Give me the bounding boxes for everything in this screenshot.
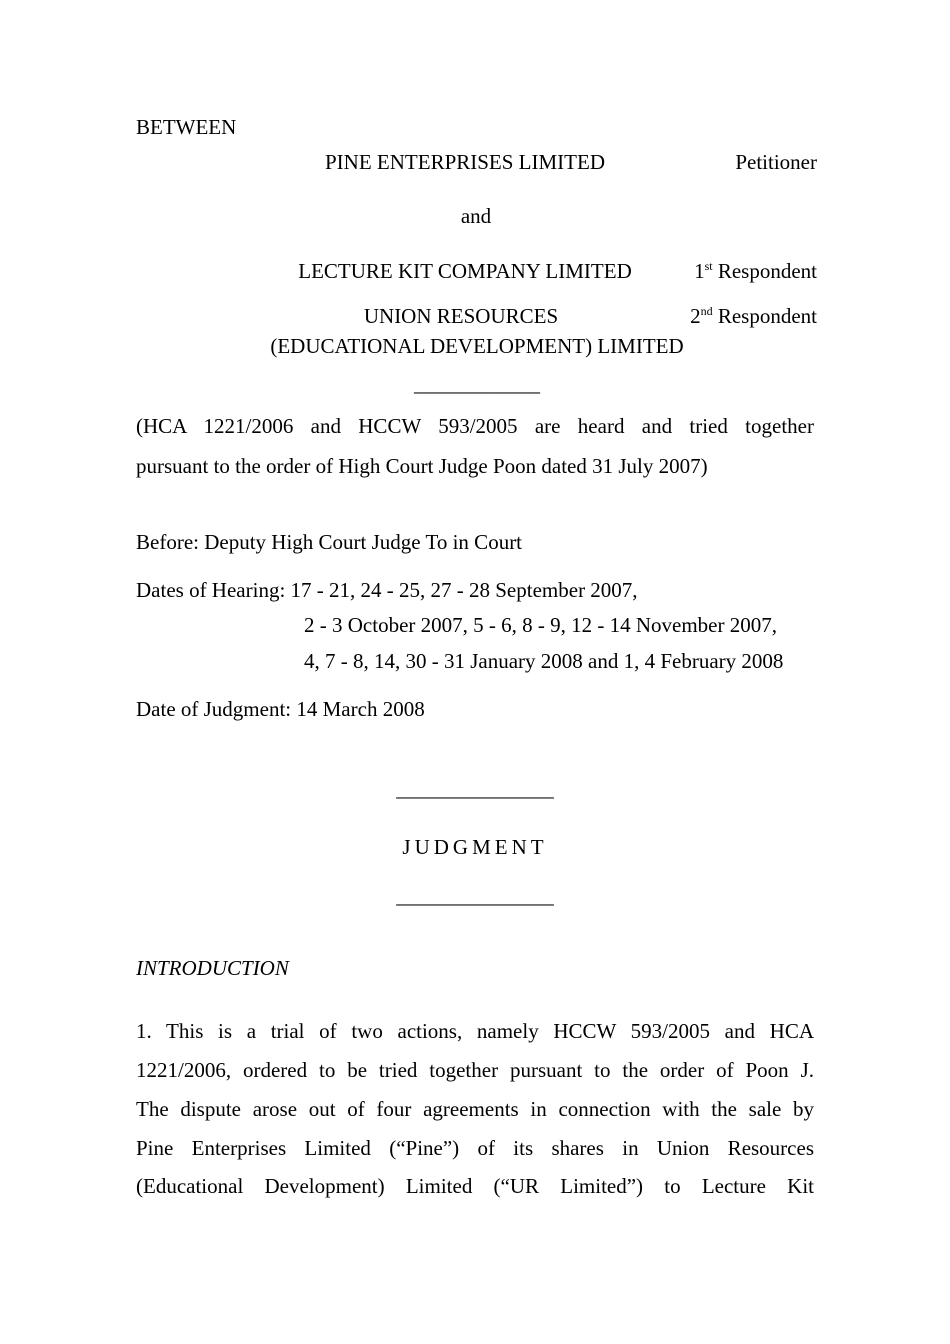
between-label: BETWEEN [136, 115, 237, 139]
respondent1-ordinal-number: 1 [694, 259, 705, 283]
hearing-dates-line-1: Dates of Hearing: 17 - 21, 24 - 25, 27 - 28 September 2007, [136, 578, 638, 602]
paragraph-1-line-4: Pine Enterprises Limited (“Pine”) of its shares in Union Resources [136, 1136, 814, 1160]
and-label: and [460, 204, 492, 228]
paragraph-1-line-5: (Educational Development) Limited (“UR Limited”) to Lecture Kit [136, 1174, 814, 1198]
respondent2-role [650, 306, 817, 327]
header-divider: ____________ [414, 372, 540, 396]
hearing-dates-line-2: 2 - 3 October 2007, 5 - 6, 8 - 9, 12 - 14 November 2007, [304, 613, 777, 637]
respondent2-name-line1: UNION RESOURCES [363, 304, 559, 328]
paragraph-1-line-1: 1. This is a trial of two actions, namely HCCW 593/2005 and HCA [136, 1019, 814, 1043]
judgment-rule-bottom: _______________ [396, 884, 554, 908]
hearing-dates-line-3: 4, 7 - 8, 14, 30 - 31 January 2008 and 1, 4 February 2008 [304, 649, 784, 673]
paragraph-1-line-3: The dispute arose out of four agreements in connection with the sale by [136, 1097, 814, 1121]
respondent2-ordinal-suffix: nd [700, 304, 713, 318]
respondent1-role-label: Respondent [717, 259, 817, 283]
note-line-2: pursuant to the order of High Court Judge Poon dated 31 July 2007) [136, 454, 708, 478]
judgment-rule-top: _______________ [396, 777, 554, 801]
respondent2-role-label: Respondent [717, 304, 817, 328]
paragraph-1-line-2: 1221/2006, ordered to be tried together pursuant to the order of Poon J. [136, 1058, 814, 1082]
judgment-title: JUDGMENT [402, 835, 548, 859]
respondent1-role [650, 261, 817, 282]
respondent2-ordinal-number: 2 [690, 304, 701, 328]
respondent1-name: LECTURE KIT COMPANY LIMITED [298, 259, 632, 283]
respondent1-ordinal-suffix: st [704, 259, 713, 273]
judgment-date: Date of Judgment: 14 March 2008 [136, 697, 425, 721]
respondent2-name-line2: (EDUCATIONAL DEVELOPMENT) LIMITED [270, 334, 684, 358]
petitioner-role: Petitioner [735, 150, 817, 174]
before-line: Before: Deputy High Court Judge To in Court [136, 530, 523, 554]
section-heading-introduction: INTRODUCTION [136, 956, 289, 980]
petitioner-name: PINE ENTERPRISES LIMITED [325, 150, 605, 174]
note-line-1: (HCA 1221/2006 and HCCW 593/2005 are heard and tried together [136, 414, 814, 438]
